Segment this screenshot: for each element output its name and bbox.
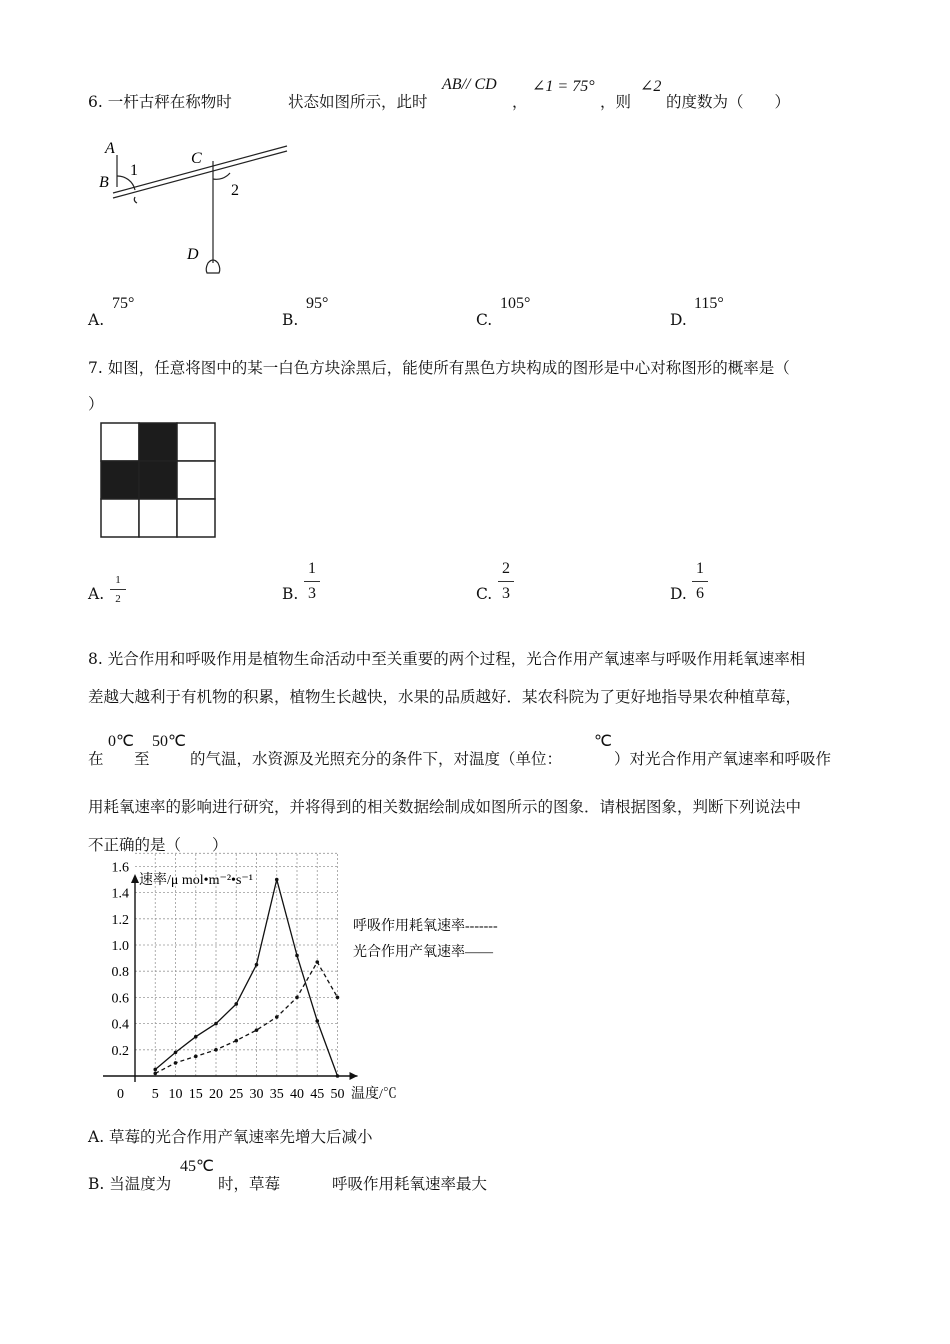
q7-option-a-letter[interactable]: A. <box>88 585 105 603</box>
x-tick-label: 35 <box>269 1087 284 1102</box>
y-tick-label: 0.8 <box>111 965 129 981</box>
q7-option-b-letter[interactable]: B. <box>282 585 299 603</box>
photosynthesis-point <box>336 1074 340 1078</box>
chart-y-label: 速率/μ mol•m⁻²•s⁻¹ <box>139 873 253 888</box>
q6-text-a: 6. 一杆古秤在称物时 <box>88 93 232 111</box>
legend-respiration-line: ------- <box>465 919 498 934</box>
q6-math-angle1: ∠1 = 75° <box>532 78 595 95</box>
q6-option-d-letter[interactable]: D. <box>670 311 687 329</box>
respiration-point <box>255 1028 259 1032</box>
q6-option-b-letter[interactable]: B. <box>282 311 299 329</box>
q8-option-b-text-b: 时，草莓 <box>218 1175 281 1193</box>
legend-photosynthesis-line: —— <box>465 945 493 960</box>
x-tick-label: 10 <box>168 1087 183 1102</box>
y-tick-label: 1.2 <box>111 912 129 928</box>
q7-option-d-fraction <box>690 560 710 603</box>
q8-line-4: 用耗氧速率的影响进行研究，并将得到的相关数据绘制成如图所示的图象．请根据图象，判断下列说法中 <box>88 798 802 816</box>
q8-option-b-text-a[interactable]: B. 当温度为 <box>88 1175 172 1193</box>
q7-option-a-num: 1 <box>115 574 121 586</box>
q7-option-c-den: 3 <box>502 585 510 602</box>
x-tick-label: 25 <box>229 1087 244 1102</box>
q8-line-3-b: 至 <box>134 750 150 768</box>
chart-series <box>153 878 339 1078</box>
series-photosynthesis-line <box>155 880 337 1077</box>
q7-option-c-num: 2 <box>502 560 510 577</box>
y-tick-label: 0.6 <box>111 991 129 1007</box>
y-tick-label: 1.6 <box>111 860 129 876</box>
y-tick-label: 1.0 <box>111 939 129 954</box>
q8-rate-chart <box>95 860 535 1108</box>
q6-option-d-value: 115° <box>694 295 724 312</box>
q7-option-d-letter[interactable]: D. <box>670 585 687 603</box>
photosynthesis-point <box>194 1035 198 1039</box>
q6-option-c-value: 105° <box>500 295 531 312</box>
q6-comma: ， <box>512 93 528 111</box>
q7-option-a-fraction <box>108 574 128 605</box>
legend-respiration-label: 呼吸作用耗氧速率 <box>353 919 465 934</box>
grid-cell-white[interactable] <box>177 461 215 499</box>
q6-option-c-letter[interactable]: C. <box>476 311 493 329</box>
label-d: D <box>187 246 199 263</box>
respiration-point <box>174 1061 178 1065</box>
legend-photosynthesis-label: 光合作用产氧速率 <box>353 945 465 960</box>
photosynthesis-point <box>214 1022 218 1026</box>
q7-option-a-den: 2 <box>115 593 121 605</box>
respiration-point <box>153 1072 157 1076</box>
q7-option-c-fraction <box>496 560 516 603</box>
q6-math-angle2: ∠2 <box>640 78 662 95</box>
photosynthesis-point <box>234 1002 238 1006</box>
y-tick-label: 0.2 <box>111 1043 129 1059</box>
grid-cell-black <box>139 461 177 499</box>
grid-cell-white[interactable] <box>101 423 139 461</box>
y-axis-arrow <box>131 874 139 883</box>
x-tick-label: 30 <box>249 1087 264 1102</box>
q8-line-3-c: 的气温，水资源及光照充分的条件下，对温度（单位： <box>190 750 563 768</box>
respiration-point <box>295 996 299 1000</box>
grid-cell-black <box>101 461 139 499</box>
photosynthesis-point <box>153 1068 157 1072</box>
chart-x-label: 温度/℃ <box>351 1087 397 1102</box>
q6-option-b-value: 95° <box>306 295 329 312</box>
x-tick-label: 40 <box>290 1087 304 1102</box>
q6-math-parallel: AB// CD <box>442 76 497 93</box>
q7-option-c-letter[interactable]: C. <box>476 585 493 603</box>
respiration-point <box>275 1015 279 1019</box>
grid-cell-white[interactable] <box>177 499 215 537</box>
photosynthesis-point <box>255 963 259 967</box>
q6-text-b: 状态如图所示，此时 <box>288 93 428 111</box>
series-respiration-line <box>155 962 337 1073</box>
chart-axes <box>103 874 358 1082</box>
respiration-point <box>214 1048 218 1052</box>
q7-option-d-num: 1 <box>696 560 704 577</box>
x-tick-label: 20 <box>209 1087 223 1102</box>
angle-2-arc <box>213 173 230 179</box>
q8-line-5: 不正确的是（ ） <box>88 836 228 854</box>
q8-line-1: 8. 光合作用和呼吸作用是植物生命活动中至关重要的两个过程，光合作用产氧速率与呼吸作用耗氧速率相 <box>88 650 806 668</box>
q7-option-d-den: 6 <box>696 585 704 602</box>
q8-option-b-temp: 45℃ <box>180 1158 214 1175</box>
label-a: A <box>105 140 115 157</box>
q7-line-2: ） <box>88 395 104 413</box>
label-angle-2: 2 <box>231 182 239 199</box>
x-tick-label: 50 <box>330 1087 345 1102</box>
q7-line-1: 7. 如图，任意将图中的某一白色方块涂黑后，能使所有黑色方块构成的图形是中心对称图形的概率是（ <box>88 359 790 377</box>
x-tick-label: 45 <box>310 1087 325 1102</box>
photosynthesis-point <box>174 1051 178 1055</box>
q8-unit: ℃ <box>594 733 612 750</box>
q6-option-a-letter[interactable]: A. <box>88 311 105 329</box>
x-tick-label: 5 <box>151 1087 159 1102</box>
q7-option-b-num: 1 <box>308 560 316 577</box>
label-c: C <box>191 150 202 167</box>
label-angle-1: 1 <box>130 162 138 179</box>
respiration-point <box>194 1055 198 1059</box>
q8-line-3-a: 在 <box>88 750 104 768</box>
y-tick-label: 1.4 <box>111 886 129 902</box>
respiration-point <box>336 996 340 1000</box>
grid-cell-white[interactable] <box>139 499 177 537</box>
x-axis-arrow <box>350 1072 358 1080</box>
photosynthesis-point <box>315 1019 319 1023</box>
q8-temp-0: 0℃ <box>108 733 134 750</box>
label-b: B <box>99 174 109 191</box>
beam-end-mark <box>134 197 137 203</box>
q6-text-d: 的度数为（ ） <box>666 93 791 111</box>
q7-grid-figure <box>100 422 218 540</box>
q8-option-b-text-c: 呼吸作用耗氧速率最大 <box>332 1175 488 1193</box>
grid-cell-black <box>139 423 177 461</box>
chart-origin-label: 0 <box>117 1087 124 1102</box>
x-tick-label: 15 <box>188 1087 203 1102</box>
photosynthesis-point <box>275 878 279 882</box>
q6-option-a-value: 75° <box>112 295 135 312</box>
q6-text-c: ，则 <box>600 93 632 111</box>
grid-cell-white[interactable] <box>177 423 215 461</box>
grid-cell-white[interactable] <box>101 499 139 537</box>
q8-option-a[interactable]: A. 草莓的光合作用产氧速率先增大后减小 <box>88 1128 373 1146</box>
q8-line-3-d: ）对光合作用产氧速率和呼吸作 <box>614 750 832 768</box>
q8-line-2: 差越大越利于有机物的积累，植物生长越快，水果的品质越好．某农科院为了更好地指导果农种植草莓， <box>88 688 802 706</box>
photosynthesis-point <box>295 954 299 958</box>
y-tick-label: 0.4 <box>111 1017 129 1033</box>
chart-ticks <box>112 860 345 1102</box>
respiration-point <box>234 1039 238 1043</box>
q8-temp-50: 50℃ <box>152 733 186 750</box>
q7-option-b-fraction <box>302 560 322 603</box>
q6-steelyard-figure <box>95 135 295 285</box>
respiration-point <box>315 960 319 964</box>
q7-option-b-den: 3 <box>308 585 316 602</box>
